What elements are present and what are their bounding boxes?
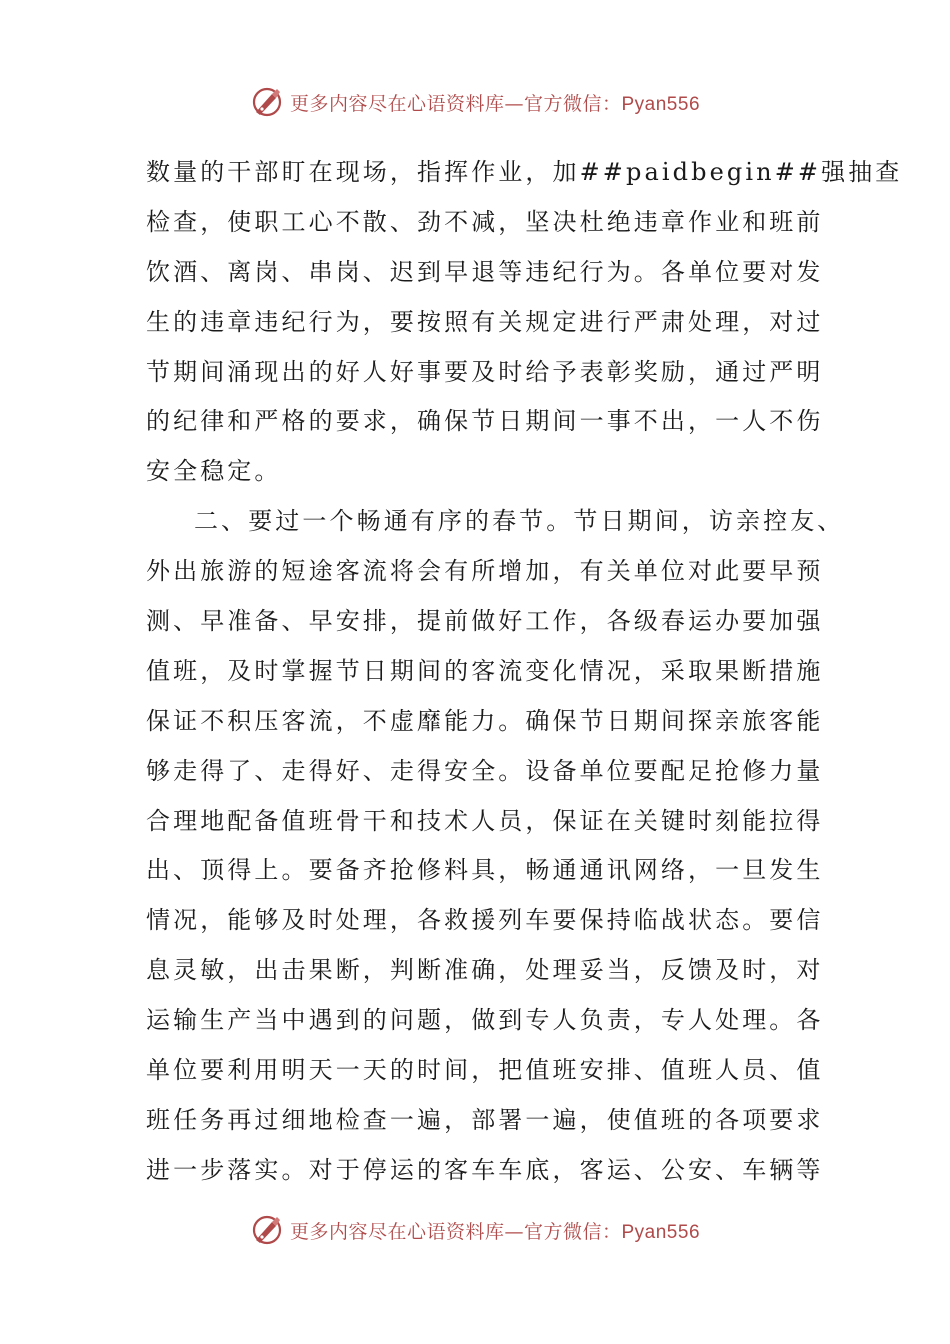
- header-watermark: [0, 82, 950, 122]
- body-line: 运输生产当中遇到的问题，做到专人负责，专人处理。各: [146, 1006, 824, 1035]
- body-line: 值班，及时掌握节日期间的客流变化情况，采取果断措施: [146, 656, 824, 685]
- footer-watermark: [0, 1210, 950, 1250]
- pen-nib-circle-icon: [250, 1213, 284, 1247]
- body-line: 数量的干部盯在现场，指挥作业，加##paidbegin##强抽查: [146, 158, 903, 186]
- body-line: 进一步落实。对于停运的客车车底，客运、公安、车辆等: [146, 1155, 824, 1184]
- footer-watermark-text: [290, 1217, 700, 1244]
- body-line: 检查，使职工心不散、劲不减，坚决杜绝违章作业和班前: [146, 207, 824, 236]
- footer-watermark-handle: Pyan556: [621, 1221, 701, 1243]
- body-line: 安全稳定。: [146, 457, 282, 486]
- body-line: 节期间涌现出的好人好事要及时给予表彰奖励，通过严明: [146, 357, 824, 386]
- header-watermark-handle: Pyan556: [621, 93, 701, 115]
- header-watermark-label: 更多内容尽在心语资料库—官方微信：: [289, 92, 622, 115]
- body-line: 单位要利用明天一天的时间，把值班安排、值班人员、值: [146, 1056, 824, 1085]
- body-line-paragraph-start: 二、要过一个畅通有序的春节。节日期间，访亲控友、: [194, 507, 845, 536]
- body-line: 测、早准备、早安排，提前做好工作，各级春运办要加强: [146, 607, 824, 636]
- pen-nib-circle-icon: [250, 85, 284, 119]
- body-line: 合理地配备值班骨干和技术人员，保证在关键时刻能拉得: [146, 806, 824, 835]
- footer-watermark-label: 更多内容尽在心语资料库—官方微信：: [289, 1220, 622, 1243]
- body-line: 的纪律和严格的要求，确保节日期间一事不出，一人不伤: [146, 407, 824, 436]
- body-line: 情况，能够及时处理，各救援列车要保持临战状态。要信: [146, 906, 824, 935]
- body-line: 保证不积压客流，不虚靡能力。确保节日期间探亲旅客能: [146, 706, 824, 735]
- body-line: 息灵敏，出击果断，判断准确，处理妥当，反馈及时，对: [146, 956, 824, 985]
- body-line: 够走得了、走得好、走得安全。设备单位要配足抢修力量: [146, 756, 824, 785]
- body-line: 饮酒、离岗、串岗、迟到早退等违纪行为。各单位要对发: [146, 257, 824, 286]
- body-text: [146, 148, 903, 1196]
- body-line: 生的违章违纪行为，要按照有关规定进行严肃处理，对过: [146, 307, 824, 336]
- body-line: 出、顶得上。要备齐抢修料具，畅通通讯网络，一旦发生: [146, 856, 824, 885]
- header-watermark-text: [290, 89, 700, 116]
- body-line: 班任务再过细地检查一遍，部署一遍，使值班的各项要求: [146, 1105, 824, 1134]
- body-line: 外出旅游的短途客流将会有所增加，有关单位对此要早预: [146, 557, 824, 586]
